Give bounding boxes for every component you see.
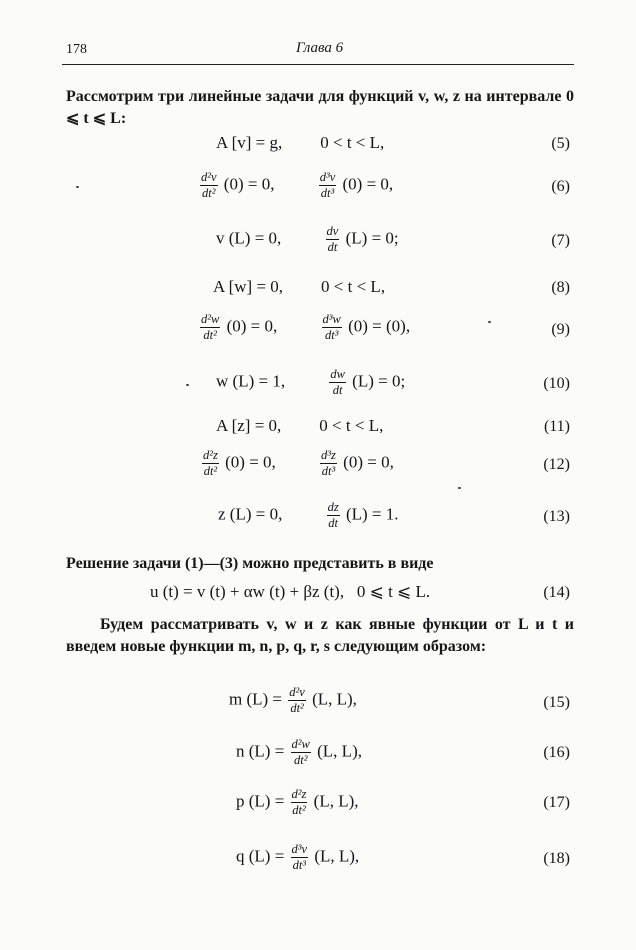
eq12-fraction-1: [202, 448, 219, 479]
equation-18: [236, 842, 359, 873]
equation-12: [200, 448, 394, 479]
equation-5: [216, 133, 384, 153]
eq16-denominator: dt²: [293, 753, 308, 767]
eq6-f1-tail: (0) = 0,: [223, 174, 275, 194]
eq10-tail: (L) = 0;: [352, 371, 406, 391]
eq15-denominator: dt²: [290, 701, 304, 715]
eq6-f1-numerator: d²v: [201, 170, 217, 184]
eq18-fraction: [291, 842, 309, 873]
scan-speck: [458, 487, 461, 489]
running-head: Глава 6: [296, 40, 344, 56]
eq18-tail: (L, L),: [314, 846, 360, 866]
eq17-denominator: dt²: [292, 803, 306, 817]
eq5-right: 0 < t < L,: [320, 133, 385, 152]
equation-number-5: (5): [551, 135, 570, 152]
eq14-expression: u (t) = v (t) + αw (t) + βz (t),: [150, 582, 345, 601]
scan-speck: [76, 186, 79, 188]
eq12-f1-denominator: dt²: [203, 464, 218, 478]
equation-number-16: (16): [543, 744, 570, 761]
page-header: [62, 40, 574, 64]
equation-7: [216, 224, 399, 255]
eq13-tail: (L) = 1.: [345, 504, 399, 524]
eq10-left: w (L) = 1,: [216, 371, 286, 391]
eq7-fraction: [326, 224, 340, 255]
equation-number-9: (9): [551, 321, 570, 338]
equation-17: [236, 787, 359, 818]
eq10-numerator: dw: [330, 367, 345, 381]
eq5-left: A [v] = g,: [216, 133, 283, 152]
equation-number-10: (10): [543, 375, 570, 392]
eq15-numerator: d²v: [289, 685, 305, 699]
eq9-f1-numerator: d²w: [201, 312, 220, 326]
eq8-left: A [w] = 0,: [213, 277, 284, 296]
equation-8: [213, 277, 385, 297]
eq7-tail: (L) = 0;: [345, 228, 399, 248]
eq16-lhs: n (L) =: [236, 741, 285, 761]
eq6-fraction-2: [319, 170, 337, 201]
equation-6: [198, 170, 393, 201]
header-rule: [62, 64, 574, 65]
eq13-numerator: dz: [327, 500, 339, 514]
equation-number-11: (11): [543, 418, 570, 435]
eq9-f2-denominator: dt³: [324, 328, 339, 342]
eq13-fraction: [327, 500, 340, 531]
eq6-fraction-1: [200, 170, 218, 201]
eq6-f2-tail: (0) = 0,: [342, 174, 394, 194]
eq17-numerator: d²z: [291, 787, 307, 801]
eq9-fraction-1: [200, 312, 220, 343]
equation-14: [150, 582, 430, 602]
equation-number-18: (18): [543, 850, 570, 867]
equation-number-7: (7): [551, 232, 570, 249]
equation-15: [229, 685, 357, 716]
eq16-tail: (L, L),: [317, 741, 362, 761]
page-number: 178: [66, 42, 87, 57]
eq6-f2-numerator: d³v: [319, 170, 336, 184]
equation-13: [218, 500, 399, 531]
equation-number-6: (6): [551, 178, 570, 195]
eq12-fraction-2: [320, 448, 337, 479]
equation-number-14: (14): [543, 584, 570, 601]
eq15-lhs: m (L) =: [229, 689, 283, 709]
eq13-denominator: dt: [328, 516, 339, 530]
functions-paragraph: Будем рассматривать v, w и z как явные функции от L и t и введем новые функции m, n, p, q, r, s следующим образом:: [66, 616, 574, 655]
eq7-numerator: dv: [326, 224, 339, 238]
eq18-denominator: dt³: [292, 858, 307, 872]
eq10-fraction: [329, 367, 346, 398]
eq10-denominator: dt: [332, 383, 343, 397]
eq14-range: 0 ⩽ t ⩽ L.: [356, 582, 431, 601]
equation-number-8: (8): [551, 279, 570, 296]
eq6-f2-denominator: dt³: [320, 186, 335, 200]
eq11-right: 0 < t < L,: [319, 416, 384, 435]
eq11-left: A [z] = 0,: [216, 416, 282, 435]
eq12-f2-denominator: dt³: [321, 464, 336, 478]
eq9-f1-denominator: dt²: [203, 328, 217, 342]
scan-speck: [186, 384, 189, 386]
eq15-tail: (L, L),: [312, 689, 357, 709]
eq18-lhs: q (L) =: [236, 846, 285, 866]
equation-number-17: (17): [543, 794, 570, 811]
eq12-f2-numerator: d³z: [321, 448, 336, 462]
eq7-left: v (L) = 0,: [216, 228, 282, 248]
equation-11: [216, 416, 383, 436]
equation-16: [236, 737, 362, 768]
eq13-left: z (L) = 0,: [218, 504, 283, 524]
eq9-f1-tail: (0) = 0,: [226, 316, 278, 336]
eq12-f1-numerator: d²z: [203, 448, 218, 462]
eq8-right: 0 < t < L,: [321, 277, 386, 296]
eq9-fraction-2: [322, 312, 342, 343]
intro-paragraph: Рассмотрим три линейные задачи для функций v, w, z на интервале 0 ⩽ t ⩽ L:: [66, 88, 574, 127]
eq17-fraction: [291, 787, 308, 818]
equation-10: [216, 367, 405, 398]
eq6-f1-denominator: dt²: [202, 186, 216, 200]
eq17-tail: (L, L),: [313, 791, 359, 811]
eq12-f1-tail: (0) = 0,: [225, 452, 276, 472]
solution-sentence: Решение задачи (1)—(3) можно представить в виде: [66, 555, 434, 572]
eq12-f2-tail: (0) = 0,: [343, 452, 394, 472]
equation-number-12: (12): [543, 456, 570, 473]
scan-speck: [488, 321, 491, 323]
equation-9: [198, 312, 410, 343]
equation-number-15: (15): [543, 694, 570, 711]
eq9-f2-numerator: d³w: [322, 312, 341, 326]
eq18-numerator: d³v: [291, 842, 308, 856]
eq17-lhs: p (L) =: [236, 791, 285, 811]
equation-number-13: (13): [543, 508, 570, 525]
eq7-denominator: dt: [327, 240, 338, 254]
eq9-f2-tail: (0) = (0),: [348, 316, 411, 336]
eq16-numerator: d²w: [291, 737, 310, 751]
eq16-fraction: [291, 737, 311, 768]
eq15-fraction: [288, 685, 306, 716]
